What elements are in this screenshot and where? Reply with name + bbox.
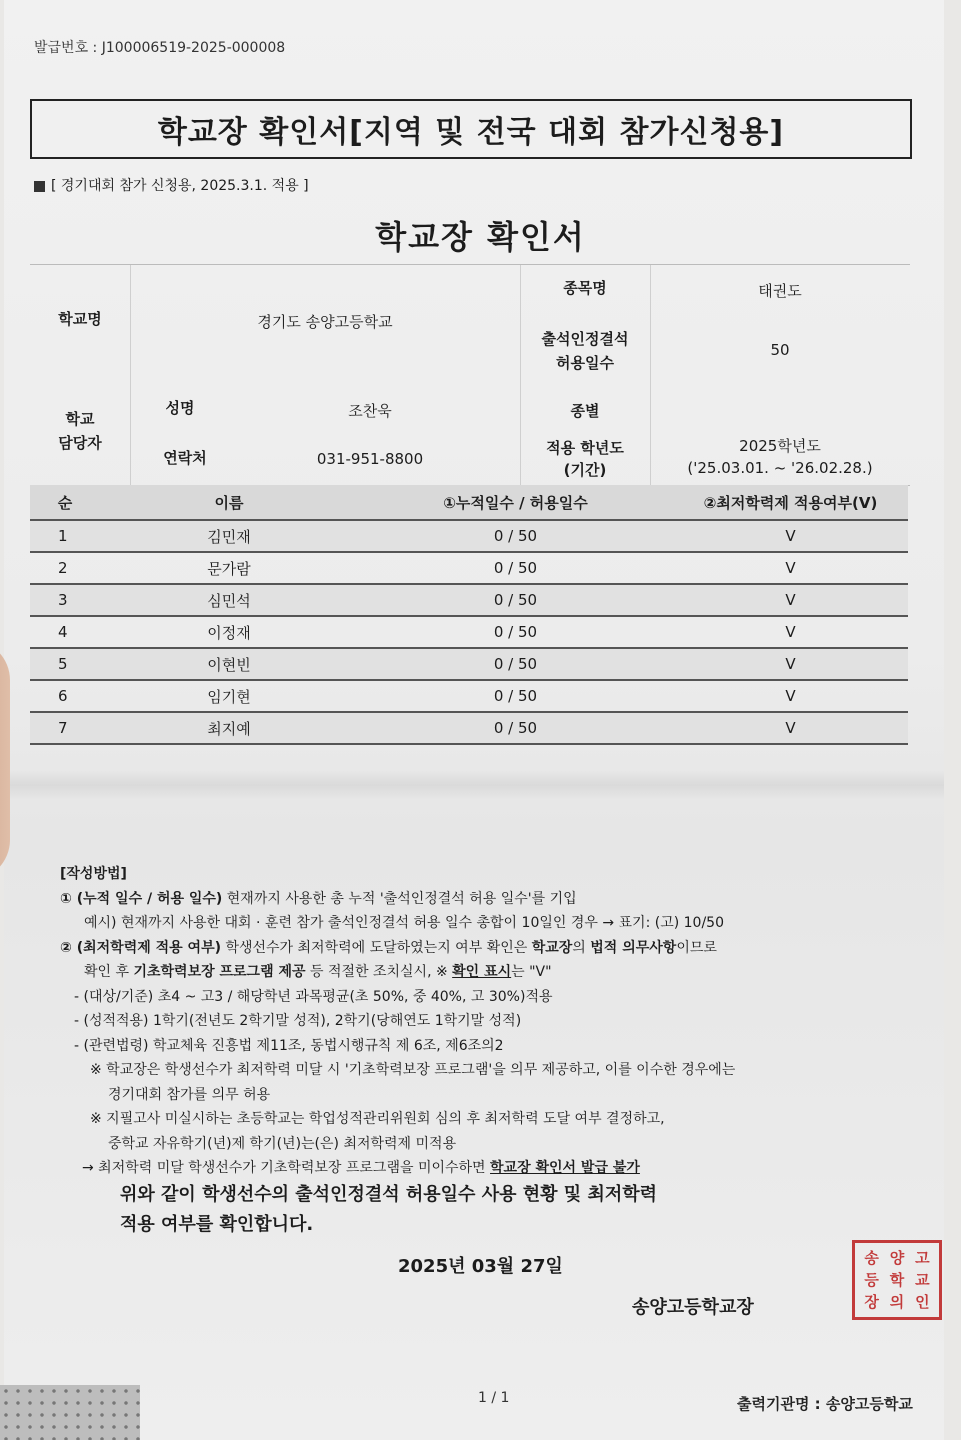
note-text: 현재까지 사용한 총 누적 '출석인정결석 허용 일수'를 기입 — [222, 890, 577, 907]
note-line: 예시) 현재까지 사용한 대회 · 훈련 참가 출석인정결석 허용 일수 총합이 10일인 경우 → 표기: (고) 10/50 — [84, 915, 724, 931]
sport-label: 종목명 — [563, 279, 607, 297]
note-term: ① (누적 일수 / 허용 일수) — [60, 890, 223, 907]
manager-label-line1: 학교 — [65, 410, 95, 428]
note-line: ※ 학교장은 학생선수가 최저학력 미달 시 '기초학력보장 프로그램'을 의무 제공하고, 이를 이수한 경우에는 — [90, 1062, 736, 1078]
row-no: 2 — [30, 552, 100, 584]
info-section — [30, 264, 910, 486]
school-value: 경기도 송양고등학교 — [257, 313, 393, 331]
row-days: 0 / 50 — [358, 520, 673, 552]
seal-char: 등 — [864, 1271, 879, 1289]
manager-label-line2: 담당자 — [58, 434, 102, 452]
row-check: V — [673, 584, 908, 616]
row-check: V — [673, 712, 908, 744]
row-no: 3 — [30, 584, 100, 616]
col-header-check: ②최저학력제 적용여부(V) — [673, 485, 908, 520]
note-line: 중학교 자유학기(년)제 학기(년)는(은) 최저학력제 미적용 — [108, 1135, 457, 1152]
year-label — [520, 437, 650, 481]
row-name: 이정재 — [100, 616, 358, 648]
background-fabric — [0, 1385, 140, 1440]
event-label: 종별 — [570, 402, 600, 420]
instructions — [60, 862, 930, 1181]
note-text: 학생선수가 최저학력에 도달하였는지 여부 확인은 — [221, 939, 532, 956]
seal-char: 의 — [889, 1293, 905, 1311]
note-term: ② (최저학력제 적용 여부) — [60, 939, 221, 956]
attendance-label — [520, 327, 650, 375]
instructions-heading: [작성방법] — [60, 866, 127, 882]
note-line — [60, 1156, 930, 1181]
subheader-text: [ 경기대회 참가 신청용, 2025.3.1. 적용 ] — [51, 178, 309, 194]
year-value-line2: ('25.03.01. ~ '26.02.28.) — [687, 459, 873, 477]
table-row — [30, 584, 908, 616]
row-no: 7 — [30, 712, 100, 744]
confirmation-statement — [120, 1180, 900, 1240]
note-text: 등 적절한 조치실시, ※ — [305, 964, 453, 980]
contact-label: 연락처 — [163, 449, 207, 467]
paper-fold — [4, 770, 944, 800]
name-label: 성명 — [165, 399, 195, 417]
seal-char: 학 — [889, 1271, 905, 1289]
note-emphasis: 학교장 — [531, 939, 573, 956]
row-check: V — [673, 680, 908, 712]
holding-thumb — [0, 640, 10, 880]
row-days: 0 / 50 — [358, 584, 673, 616]
col-header-name: 이름 — [100, 485, 358, 520]
row-days: 0 / 50 — [358, 648, 673, 680]
student-table — [30, 485, 908, 745]
contact-value: 031-951-8800 — [316, 450, 424, 468]
attendance-label-line2: 허용일수 — [556, 354, 614, 372]
document-title: 학교장 확인서 — [375, 218, 586, 256]
row-name: 이현빈 — [100, 648, 358, 680]
note-text: 이므로 — [676, 939, 717, 956]
note-underline: 학교장 확인서 발급 불가 — [490, 1160, 640, 1176]
seal-char: 송 — [864, 1249, 879, 1267]
table-row — [30, 552, 908, 584]
principal-name: 송양고등학교장 — [632, 1297, 754, 1318]
row-name: 김민재 — [100, 520, 358, 552]
issue-date: 2025년 03월 27일 — [398, 1256, 563, 1277]
year-value-line1: 2025학년도 — [739, 437, 821, 455]
year-value — [650, 435, 910, 479]
table-row — [30, 520, 908, 552]
note-line: - (성적적용) 1학기(전년도 2학기말 성적), 2학기(당해연도 1학기말 성적) — [74, 1013, 522, 1029]
table-row — [30, 616, 908, 648]
row-no: 6 — [30, 680, 100, 712]
row-name: 임기현 — [100, 680, 358, 712]
row-days: 0 / 50 — [358, 680, 673, 712]
seal-char: 장 — [864, 1293, 879, 1311]
year-label-line1: 적용 학년도 — [546, 439, 624, 457]
note-line: - (관련법령) 학교체육 진흥법 제11조, 동법시행규칙 제 6조, 제6조의2 — [74, 1037, 504, 1054]
manager-label — [30, 407, 130, 455]
row-days: 0 / 50 — [358, 712, 673, 744]
row-check: V — [673, 648, 908, 680]
seal-char: 양 — [889, 1249, 905, 1267]
seal-char: 고 — [915, 1249, 930, 1267]
note-line — [60, 887, 930, 912]
sport-value: 태권도 — [758, 282, 802, 300]
issue-number: 발급번호 : J100006519-2025-000008 — [34, 40, 286, 56]
note-line: 경기대회 참가를 의무 허용 — [108, 1086, 271, 1103]
confirmation-line1: 위와 같이 학생선수의 출석인정결석 허용일수 사용 현황 및 최저학력 — [120, 1184, 657, 1205]
col-header-days: ①누적일수 / 허용일수 — [358, 485, 673, 520]
note-text: 의 — [572, 939, 591, 956]
table-row — [30, 648, 908, 680]
table-header-row — [30, 485, 908, 520]
name-value: 조찬욱 — [348, 402, 392, 420]
note-text: 확인 후 — [84, 964, 134, 980]
school-label: 학교명 — [58, 310, 102, 328]
row-name: 심민석 — [100, 584, 358, 616]
page-number: 1 / 1 — [478, 1390, 510, 1406]
row-check: V — [673, 616, 908, 648]
note-line — [60, 936, 930, 961]
seal-char: 인 — [915, 1293, 930, 1311]
seal-char: 교 — [915, 1271, 930, 1289]
table-row — [30, 680, 908, 712]
note-line: ※ 지필고사 미실시하는 초등학교는 학업성적관리위원회 심의 후 최저학력 도달 여부 결정하고, — [90, 1111, 665, 1127]
row-days: 0 / 50 — [358, 616, 673, 648]
col-header-no: 순 — [30, 485, 100, 520]
confirmation-line2: 적용 여부를 확인합니다. — [120, 1214, 314, 1235]
row-days: 0 / 50 — [358, 552, 673, 584]
note-underline: 확인 표시 — [452, 964, 512, 980]
row-name: 문가람 — [100, 552, 358, 584]
square-bullet-icon — [34, 181, 45, 192]
row-no: 4 — [30, 616, 100, 648]
row-check: V — [673, 552, 908, 584]
attendance-label-line1: 출석인정결석 — [541, 330, 629, 348]
official-seal-stamp — [852, 1240, 942, 1320]
note-emphasis: 기초학력보장 프로그램 제공 — [133, 964, 306, 980]
row-name: 최지예 — [100, 712, 358, 744]
header-title: 학교장 확인서[지역 및 전국 대회 참가신청용] — [30, 99, 912, 159]
note-line: - (대상/기준) 초4 ~ 고3 / 해당학년 과목평균(초 50%, 중 40%, 고 30%)적용 — [74, 988, 553, 1005]
row-no: 5 — [30, 648, 100, 680]
note-emphasis: 법적 의무사항 — [590, 939, 677, 956]
table-row — [30, 712, 908, 744]
row-no: 1 — [30, 520, 100, 552]
note-text: → 최저학력 미달 학생선수가 기초학력보장 프로그램을 미이수하면 — [82, 1160, 491, 1176]
output-organization: 출력기관명 : 송양고등학교 — [737, 1395, 913, 1413]
year-label-line2: (기간) — [563, 461, 607, 479]
row-check: V — [673, 520, 908, 552]
note-line — [60, 960, 930, 985]
subheader — [34, 175, 309, 195]
attendance-value: 50 — [770, 341, 790, 359]
note-text: 는 "V" — [511, 964, 552, 980]
